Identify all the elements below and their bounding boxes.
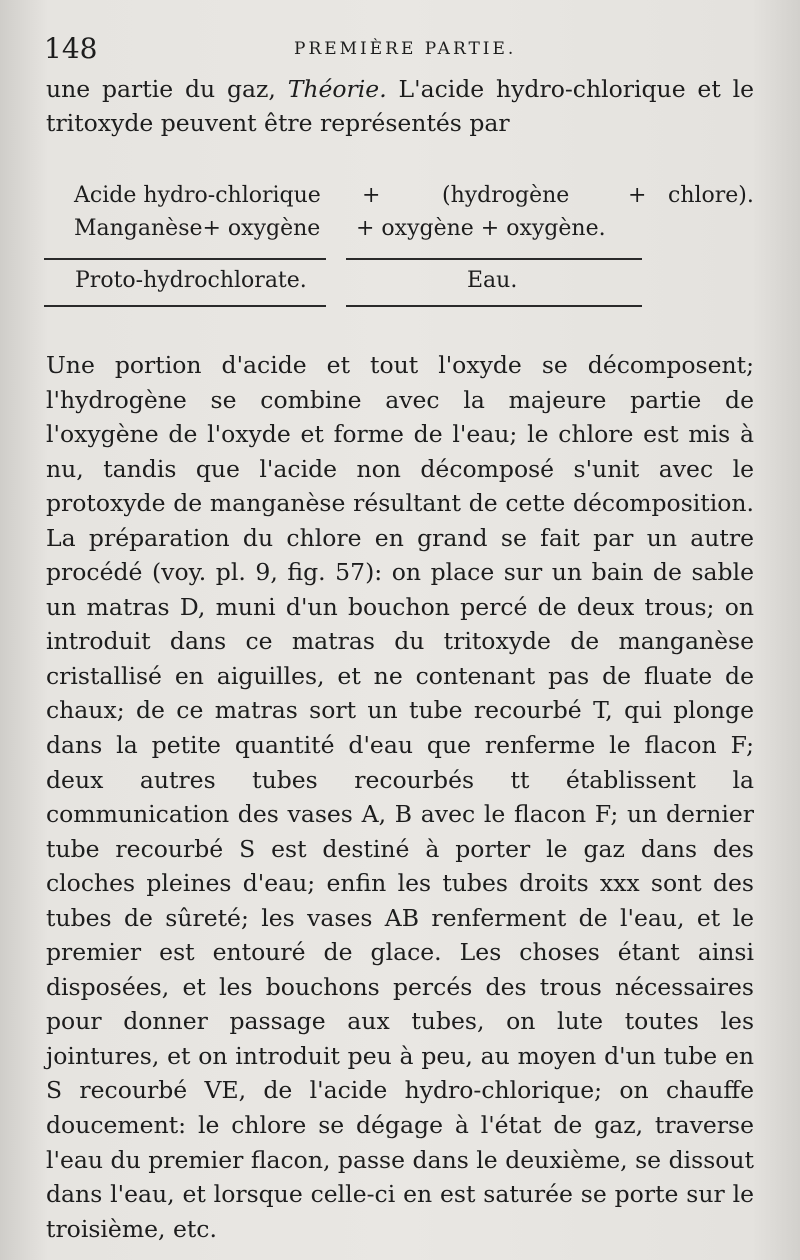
body-paragraph <box>46 348 754 1246</box>
equation-line1-right-a: (hydrogène <box>442 183 570 208</box>
lead-text-before: une partie du gaz, <box>46 75 288 103</box>
lead-italic-term: Théorie. <box>287 75 387 103</box>
equation-rule-right-bottom <box>346 305 642 307</box>
equation-rule-right-top <box>346 258 642 260</box>
lead-paragraph <box>46 72 754 140</box>
body-paragraph-text: Une portion d'acide et tout l'oxyde se décomposent; l'hydrogène se combine avec la majeure partie de l'oxygène de l'oxyde et forme de l'eau; le chlore est mis à nu, tandis que l'acide non décomposé s'unit avec le protoxyde de manganèse résultant de cette décomposition. La préparation du chlore en grand se fait par un autre procédé (voy. pl. 9, fig. 57): on place sur un bain de sable un matras D, muni d'un bouchon percé de deux trous; on introduit dans ce matras du tritoxyde de manganèse cristallisé en aiguilles, et ne contenant pas de fluate de chaux; de ce matras sort un tube recourbé T, qui plonge dans la petite quantité d'eau que renferme le flacon F; deux autres tubes recourbés tt établissent la communication des vases A, B avec le flacon F; un dernier tube recourbé S est destiné à porter le gaz dans des cloches pleines d'eau; enfin les tubes droits xxx sont des tubes de sûreté; les vases AB renferment de l'eau, et le premier est entouré de glace. Les choses étant ainsi disposées, et les bouchons percés des trous nécessaires pour donner passage aux tubes, on lute toutes les jointures, et on introduit peu à peu, au moyen d'un tube en S recourbé VE, de l'acide hydro-chlorique; on chauffe doucement: le chlore se dégage à l'état de gaz, traverse l'eau du premier flacon, passe dans le deuxième, se dissout dans l'eau, et lorsque celle-ci en est saturée se porte sur le troisième, etc. <box>46 351 754 1243</box>
running-head: PREMIÈRE PARTIE. <box>294 39 517 59</box>
equation-line1-right-b: chlore). <box>668 183 754 208</box>
equation-plus-1: + <box>362 183 381 208</box>
equation-rule-left-bottom <box>44 305 326 307</box>
lead-text-after: L'acide hydro-chlorique et le tritoxyde peuvent être représentés par <box>46 75 754 137</box>
equation-line2-left: Manganèse+ oxygène <box>74 216 321 241</box>
equation-line2-right: + oxygène + oxygène. <box>356 216 606 241</box>
equation-product-right: Eau. <box>467 268 518 293</box>
equation-line1-left: Acide hydro-chlorique <box>74 183 321 208</box>
equation-rule-left-top <box>44 258 326 260</box>
equation-plus-2: + <box>628 183 647 208</box>
page-number: 148 <box>44 32 98 65</box>
page-header <box>44 30 756 70</box>
equation-product-left: Proto-hydrochlorate. <box>75 268 307 293</box>
